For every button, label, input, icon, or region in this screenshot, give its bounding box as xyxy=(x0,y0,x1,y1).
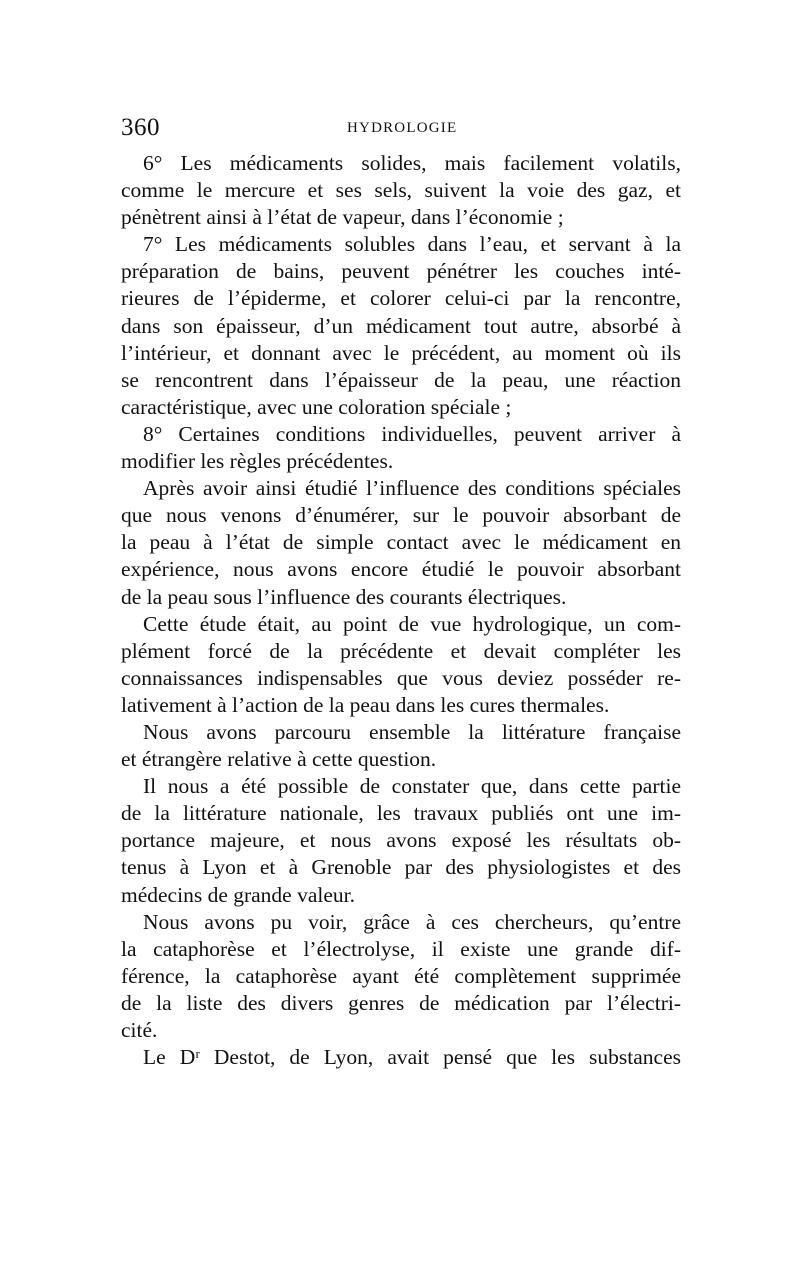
text-line: de la liste des divers genres de médication par l’électri- xyxy=(121,990,681,1015)
page-header xyxy=(121,110,681,146)
text-line: de la littérature nationale, les travaux publiés ont une im- xyxy=(121,801,681,826)
text-line: tenus à Lyon et à Grenoble par des physiologistes et des xyxy=(121,855,681,880)
text-line: se rencontrent dans l’épaisseur de la peau, une réaction xyxy=(121,367,681,392)
text-line: et étrangère relative à cette question. xyxy=(121,747,437,772)
text-line: 8° Certaines conditions individuelles, peuvent arriver à xyxy=(143,421,681,446)
text-line: plément forcé de la précédente et devait compléter les xyxy=(121,638,681,663)
body-text xyxy=(121,150,681,1071)
text-line: comme le mercure et ses sels, suivent la voie des gaz, et xyxy=(121,178,681,203)
text-line: Après avoir ainsi étudié l’influence des conditions spéciales xyxy=(143,476,681,501)
running-title: HYDROLOGIE xyxy=(347,120,458,136)
text-line: Cette étude était, au point de vue hydrologique, un com- xyxy=(143,611,681,636)
text-line: que nous venons d’énumérer, sur le pouvoir absorbant de xyxy=(121,503,681,528)
text-line: 6° Les médicaments solides, mais facilement volatils, xyxy=(143,151,681,175)
text-line: 7° Les médicaments solubles dans l’eau, et servant à la xyxy=(143,232,681,257)
text-line: Il nous a été possible de constater que, dans cette partie xyxy=(143,774,681,799)
text-line: la peau à l’état de simple contact avec le médicament en xyxy=(121,530,681,555)
text-line: la cataphorèse et l’électrolyse, il existe une grande dif- xyxy=(121,936,681,961)
page-number: 360 xyxy=(121,114,160,141)
text-line: l’intérieur, et donnant avec le précédent, au moment où ils xyxy=(121,340,681,365)
text-line: médecins de grande valeur. xyxy=(121,882,356,907)
text-line: caractéristique, avec une coloration spéciale ; xyxy=(121,394,512,419)
text-line: préparation de bains, peuvent pénétrer les couches inté- xyxy=(121,259,681,284)
text-line: dans son épaisseur, d’un médicament tout autre, absorbé à xyxy=(121,313,681,338)
text-line: pénètrent ainsi à l’état de vapeur, dans l’économie ; xyxy=(121,205,564,230)
text-line: lativement à l’action de la peau dans les cures thermales. xyxy=(121,692,610,717)
text-line: portance majeure, et nous avons exposé les résultats ob- xyxy=(121,828,681,853)
text-line: rieures de l’épiderme, et colorer celui-ci par la rencontre, xyxy=(121,286,681,311)
text-line: Le Dʳ Destot, de Lyon, avait pensé que les substances xyxy=(143,1045,681,1070)
text-line: férence, la cataphorèse ayant été complètement supprimée xyxy=(121,963,681,988)
text-line: modifier les règles précédentes. xyxy=(121,449,394,474)
text-line: expérience, nous avons encore étudié le pouvoir absorbant xyxy=(121,557,681,582)
text-line: cité. xyxy=(121,1018,158,1042)
text-line: Nous avons parcouru ensemble la littérature française xyxy=(143,719,681,744)
text-line: connaissances indispensables que vous deviez posséder re- xyxy=(121,665,681,690)
text-line: de la peau sous l’influence des courants électriques. xyxy=(121,584,567,609)
text-line: Nous avons pu voir, grâce à ces chercheurs, qu’entre xyxy=(143,909,681,934)
